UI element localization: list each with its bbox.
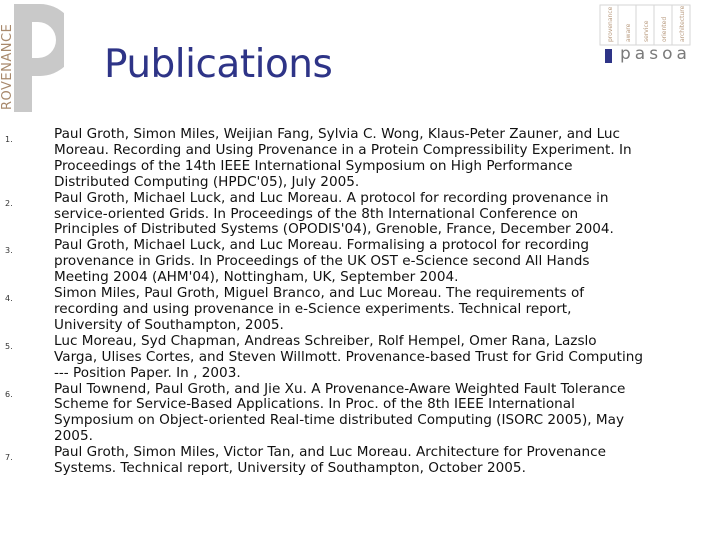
publication-item [0,382,720,446]
publication-text: Paul Groth, Simon Miles, Weijian Fang, Sylvia C. Wong, Klaus-Peter Zauner, and Luc Moreau. Recording and Using Provenance in a Protein Compressibility Experiment. In Proceedings of the 14th IEEE International Symposium on High Performance Distributed Computing (HPDC'05), July 2005. [54,126,632,190]
publication-item [0,238,720,286]
publication-number: 5. [5,341,13,351]
publication-item [0,286,720,334]
publication-text: Paul Townend, Paul Groth, and Jie Xu. A Provenance-Aware Weighted Fault Tolerance Scheme for Service-Based Applications. In Proc. of the 8th IEEE International Symposium on Object-oriented Real-time distributed Computing (ISORC 2005), May 2005. [54,380,626,445]
pasoa-wordmark: pasoa [620,44,691,64]
publication-number: 2. [5,198,13,208]
publication-number: 3. [5,246,13,256]
publication-item [0,127,720,191]
provenance-logo [0,0,64,116]
publication-text: Luc Moreau, Syd Chapman, Andreas Schreiber, Rolf Hempel, Omer Rana, Lazslo Varga, Ulises Cortes, and Steven Willmott. Provenance-based Trust for Grid Computing --- Position Paper. In , 2003. [54,332,643,381]
provenance-logo-vertical-text: ROVENANCE [0,23,15,110]
publication-number: 6. [5,389,13,399]
page-title: Publications [104,42,333,87]
publication-number: 7. [5,453,13,463]
publication-number: 1. [5,135,13,144]
publication-item [0,334,720,382]
publication-list [0,127,720,477]
pasoa-logo-word-1: provenance [607,6,614,42]
pasoa-logo-word-3: service [643,20,650,42]
publication-item [0,191,720,239]
publication-text: Paul Groth, Michael Luck, and Luc Moreau. Formalising a protocol for recording provenance in Grids. In Proceedings of the UK OST e-Science second All Hands Meeting 2004 (AHM'04), Nottingham, UK, September 2004. [54,237,590,286]
publication-number: 4. [5,294,13,304]
pasoa-logo-word-2: aware [625,23,632,42]
publication-text: Simon Miles, Paul Groth, Miguel Branco, and Luc Moreau. The requirements of recording and using provenance in e-Science experiments. Technical report, University of Southampton, 2005. [54,285,585,333]
publication-text: Paul Groth, Michael Luck, and Luc Moreau. A protocol for recording provenance in service-oriented Grids. In Proceedings of the 8th International Conference on Principles of Distributed Systems (OPODIS'04), Grenoble, France, December 2004. [54,189,614,238]
pasoa-logo-word-5: architecture [679,5,686,42]
pasoa-logo-word-4: oriented [661,16,668,42]
publication-text: Paul Groth, Simon Miles, Victor Tan, and Luc Moreau. Architecture for Provenance Systems. Technical report, University of Southampton, October 2005. [54,444,606,477]
pasoa-logo-blue-block [605,49,612,63]
publication-item [0,445,720,477]
